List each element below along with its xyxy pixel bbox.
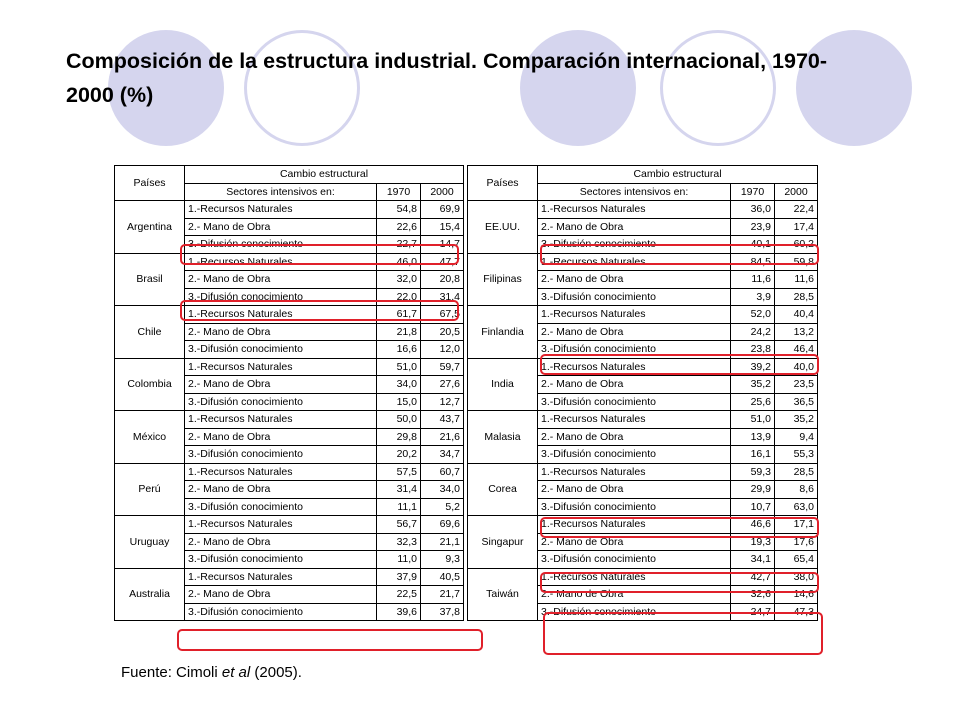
sector-cell: 1.-Recursos Naturales	[538, 568, 731, 586]
sector-cell: 2.- Mano de Obra	[185, 586, 377, 604]
value-2000-cell: 15,4	[421, 218, 464, 236]
value-2000-cell: 31,4	[421, 288, 464, 306]
value-2000-cell: 12,7	[421, 393, 464, 411]
table-row	[468, 201, 818, 219]
value-2000-cell: 23,5	[775, 376, 818, 394]
value-1970-cell: 34,0	[377, 376, 421, 394]
highlight-box	[180, 300, 459, 321]
source-italic: et al	[221, 664, 251, 681]
sector-cell: 1.-Recursos Naturales	[185, 253, 377, 271]
sector-cell: 3.-Difusión conocimiento	[538, 288, 731, 306]
value-2000-cell: 69,6	[421, 516, 464, 534]
value-2000-cell: 69,9	[421, 201, 464, 219]
sector-cell: 2.- Mano de Obra	[185, 376, 377, 394]
value-1970-cell: 56,7	[377, 516, 421, 534]
value-2000-cell: 27,6	[421, 376, 464, 394]
sector-cell: 1.-Recursos Naturales	[185, 358, 377, 376]
value-1970-cell: 59,3	[731, 463, 775, 481]
sector-cell: 2.- Mano de Obra	[538, 376, 731, 394]
value-2000-cell: 9,4	[775, 428, 818, 446]
sector-cell: 3.-Difusión conocimiento	[185, 446, 377, 464]
value-1970-cell: 20,2	[377, 446, 421, 464]
header-2000: 2000	[421, 183, 464, 201]
sector-cell: 3.-Difusión conocimiento	[538, 603, 731, 621]
value-1970-cell: 29,9	[731, 481, 775, 499]
header-cambio: Cambio estructural	[538, 166, 818, 184]
country-cell: Colombia	[115, 358, 185, 411]
sector-cell: 3.-Difusión conocimiento	[538, 236, 731, 254]
country-cell: Argentina	[115, 201, 185, 254]
sector-cell: 1.-Recursos Naturales	[185, 201, 377, 219]
value-1970-cell: 22,5	[377, 586, 421, 604]
value-2000-cell: 67,5	[421, 306, 464, 324]
sector-cell: 1.-Recursos Naturales	[538, 201, 731, 219]
value-1970-cell: 22,0	[377, 288, 421, 306]
value-2000-cell: 60,2	[775, 236, 818, 254]
value-1970-cell: 11,6	[731, 271, 775, 289]
value-2000-cell: 43,7	[421, 411, 464, 429]
country-cell: Brasil	[115, 253, 185, 306]
sector-cell: 2.- Mano de Obra	[185, 323, 377, 341]
sector-cell: 2.- Mano de Obra	[538, 481, 731, 499]
country-cell: Finlandia	[468, 306, 538, 359]
value-2000-cell: 59,7	[421, 358, 464, 376]
header-cambio: Cambio estructural	[185, 166, 464, 184]
sector-cell: 1.-Recursos Naturales	[185, 411, 377, 429]
value-1970-cell: 34,1	[731, 551, 775, 569]
value-1970-cell: 11,0	[377, 551, 421, 569]
value-2000-cell: 40,4	[775, 306, 818, 324]
sector-cell: 1.-Recursos Naturales	[185, 463, 377, 481]
sector-cell: 3.-Difusión conocimiento	[185, 236, 377, 254]
structure-table-right	[467, 165, 818, 621]
country-cell: Filipinas	[468, 253, 538, 306]
value-2000-cell: 47,7	[421, 253, 464, 271]
value-1970-cell: 10,7	[731, 498, 775, 516]
value-2000-cell: 9,3	[421, 551, 464, 569]
value-1970-cell: 40,1	[731, 236, 775, 254]
sector-cell: 3.-Difusión conocimiento	[538, 341, 731, 359]
table-row	[468, 411, 818, 429]
sector-cell: 2.- Mano de Obra	[538, 323, 731, 341]
highlight-box	[540, 517, 819, 538]
table-row	[115, 568, 464, 586]
sector-cell: 2.- Mano de Obra	[538, 428, 731, 446]
value-2000-cell: 37,8	[421, 603, 464, 621]
sector-cell: 3.-Difusión conocimiento	[185, 551, 377, 569]
value-2000-cell: 13,2	[775, 323, 818, 341]
page-title: Composición de la estructura industrial. Comparación internacional, 1970-2000 (%)	[66, 49, 828, 107]
value-1970-cell: 24,7	[731, 603, 775, 621]
value-1970-cell: 32,0	[377, 271, 421, 289]
country-cell: Australia	[115, 568, 185, 621]
sector-cell: 1.-Recursos Naturales	[185, 516, 377, 534]
source-suffix: (2005).	[250, 664, 302, 681]
sector-cell: 3.-Difusión conocimiento	[538, 551, 731, 569]
value-2000-cell: 46,4	[775, 341, 818, 359]
highlight-box	[540, 354, 819, 375]
value-2000-cell: 21,6	[421, 428, 464, 446]
value-2000-cell: 38,0	[775, 568, 818, 586]
value-1970-cell: 23,8	[731, 341, 775, 359]
country-cell: EE.UU.	[468, 201, 538, 254]
value-1970-cell: 42,7	[731, 568, 775, 586]
value-2000-cell: 28,5	[775, 288, 818, 306]
sector-cell: 2.- Mano de Obra	[185, 481, 377, 499]
value-1970-cell: 19,3	[731, 533, 775, 551]
value-1970-cell: 39,6	[377, 603, 421, 621]
value-1970-cell: 13,9	[731, 428, 775, 446]
value-2000-cell: 36,5	[775, 393, 818, 411]
sector-cell: 1.-Recursos Naturales	[538, 306, 731, 324]
value-2000-cell: 11,6	[775, 271, 818, 289]
value-1970-cell: 39,2	[731, 358, 775, 376]
value-2000-cell: 21,1	[421, 533, 464, 551]
value-1970-cell: 21,8	[377, 323, 421, 341]
sector-cell: 2.- Mano de Obra	[538, 218, 731, 236]
value-2000-cell: 22,4	[775, 201, 818, 219]
value-2000-cell: 17,6	[775, 533, 818, 551]
country-cell: India	[468, 358, 538, 411]
value-2000-cell: 28,5	[775, 463, 818, 481]
value-2000-cell: 20,8	[421, 271, 464, 289]
source-note	[121, 664, 302, 681]
value-1970-cell: 24,2	[731, 323, 775, 341]
value-2000-cell: 59,8	[775, 253, 818, 271]
sector-cell: 3.-Difusión conocimiento	[185, 288, 377, 306]
value-1970-cell: 84,5	[731, 253, 775, 271]
sector-cell: 3.-Difusión conocimiento	[538, 498, 731, 516]
value-2000-cell: 12,0	[421, 341, 464, 359]
sector-cell: 1.-Recursos Naturales	[538, 463, 731, 481]
value-2000-cell: 65,4	[775, 551, 818, 569]
highlight-box	[540, 572, 819, 593]
table-row	[115, 463, 464, 481]
value-2000-cell: 40,5	[421, 568, 464, 586]
source-prefix: Fuente: Cimoli	[121, 664, 222, 681]
sector-cell: 2.- Mano de Obra	[185, 271, 377, 289]
value-2000-cell: 21,7	[421, 586, 464, 604]
value-1970-cell: 61,7	[377, 306, 421, 324]
value-2000-cell: 34,0	[421, 481, 464, 499]
sector-cell: 1.-Recursos Naturales	[538, 358, 731, 376]
value-1970-cell: 50,0	[377, 411, 421, 429]
value-2000-cell: 14,7	[421, 236, 464, 254]
value-2000-cell: 14,6	[775, 586, 818, 604]
country-cell: Uruguay	[115, 516, 185, 569]
value-2000-cell: 60,7	[421, 463, 464, 481]
header-sectores: Sectores intensivos en:	[538, 183, 731, 201]
sector-cell: 1.-Recursos Naturales	[538, 516, 731, 534]
sector-cell: 2.- Mano de Obra	[185, 428, 377, 446]
highlight-box	[543, 612, 823, 655]
header-1970: 1970	[377, 183, 421, 201]
table-row	[115, 358, 464, 376]
value-1970-cell: 11,1	[377, 498, 421, 516]
value-2000-cell: 17,1	[775, 516, 818, 534]
value-1970-cell: 23,9	[731, 218, 775, 236]
value-2000-cell: 35,2	[775, 411, 818, 429]
sector-cell: 2.- Mano de Obra	[538, 533, 731, 551]
value-1970-cell: 22,6	[377, 218, 421, 236]
value-1970-cell: 51,0	[731, 411, 775, 429]
value-1970-cell: 32,3	[377, 533, 421, 551]
value-1970-cell: 35,2	[731, 376, 775, 394]
value-1970-cell: 46,0	[377, 253, 421, 271]
value-2000-cell: 17,4	[775, 218, 818, 236]
value-1970-cell: 15,0	[377, 393, 421, 411]
table-row	[115, 411, 464, 429]
header-sectores: Sectores intensivos en:	[185, 183, 377, 201]
sector-cell: 3.-Difusión conocimiento	[185, 341, 377, 359]
value-2000-cell: 63,0	[775, 498, 818, 516]
value-1970-cell: 54,8	[377, 201, 421, 219]
value-1970-cell: 3,9	[731, 288, 775, 306]
sector-cell: 1.-Recursos Naturales	[538, 253, 731, 271]
country-cell: Chile	[115, 306, 185, 359]
value-1970-cell: 25,6	[731, 393, 775, 411]
sector-cell: 1.-Recursos Naturales	[538, 411, 731, 429]
header-paises: Países	[468, 166, 538, 201]
sector-cell: 3.-Difusión conocimiento	[538, 446, 731, 464]
value-1970-cell: 51,0	[377, 358, 421, 376]
sector-cell: 3.-Difusión conocimiento	[185, 393, 377, 411]
sector-cell: 2.- Mano de Obra	[185, 533, 377, 551]
country-cell: Perú	[115, 463, 185, 516]
value-1970-cell: 16,6	[377, 341, 421, 359]
country-cell: Malasia	[468, 411, 538, 464]
value-2000-cell: 34,7	[421, 446, 464, 464]
value-2000-cell: 20,5	[421, 323, 464, 341]
sector-cell: 2.- Mano de Obra	[538, 271, 731, 289]
sector-cell: 3.-Difusión conocimiento	[185, 603, 377, 621]
country-cell: México	[115, 411, 185, 464]
table-row	[468, 306, 818, 324]
value-1970-cell: 16,1	[731, 446, 775, 464]
header-paises: Países	[115, 166, 185, 201]
sector-cell: 2.- Mano de Obra	[185, 218, 377, 236]
value-1970-cell: 57,5	[377, 463, 421, 481]
table-row	[115, 516, 464, 534]
sector-cell: 1.-Recursos Naturales	[185, 306, 377, 324]
country-cell: Corea	[468, 463, 538, 516]
value-2000-cell: 40,0	[775, 358, 818, 376]
value-1970-cell: 46,6	[731, 516, 775, 534]
value-1970-cell: 36,0	[731, 201, 775, 219]
country-cell: Singapur	[468, 516, 538, 569]
sector-cell: 3.-Difusión conocimiento	[185, 498, 377, 516]
highlight-box	[180, 244, 459, 265]
value-1970-cell: 52,0	[731, 306, 775, 324]
value-2000-cell: 55,3	[775, 446, 818, 464]
sector-cell: 1.-Recursos Naturales	[185, 568, 377, 586]
value-2000-cell: 5,2	[421, 498, 464, 516]
value-1970-cell: 29,8	[377, 428, 421, 446]
highlight-box	[177, 629, 483, 651]
header-2000: 2000	[775, 183, 818, 201]
table-row	[115, 201, 464, 219]
header-1970: 1970	[731, 183, 775, 201]
structure-table-left	[114, 165, 464, 621]
highlight-box	[540, 244, 819, 265]
value-1970-cell: 32,6	[731, 586, 775, 604]
sector-cell: 2.- Mano de Obra	[538, 586, 731, 604]
value-1970-cell: 37,9	[377, 568, 421, 586]
country-cell: Taiwán	[468, 568, 538, 621]
value-1970-cell: 22,7	[377, 236, 421, 254]
value-2000-cell: 8,6	[775, 481, 818, 499]
value-2000-cell: 47,3	[775, 603, 818, 621]
table-row	[468, 463, 818, 481]
sector-cell: 3.-Difusión conocimiento	[538, 393, 731, 411]
value-1970-cell: 31,4	[377, 481, 421, 499]
